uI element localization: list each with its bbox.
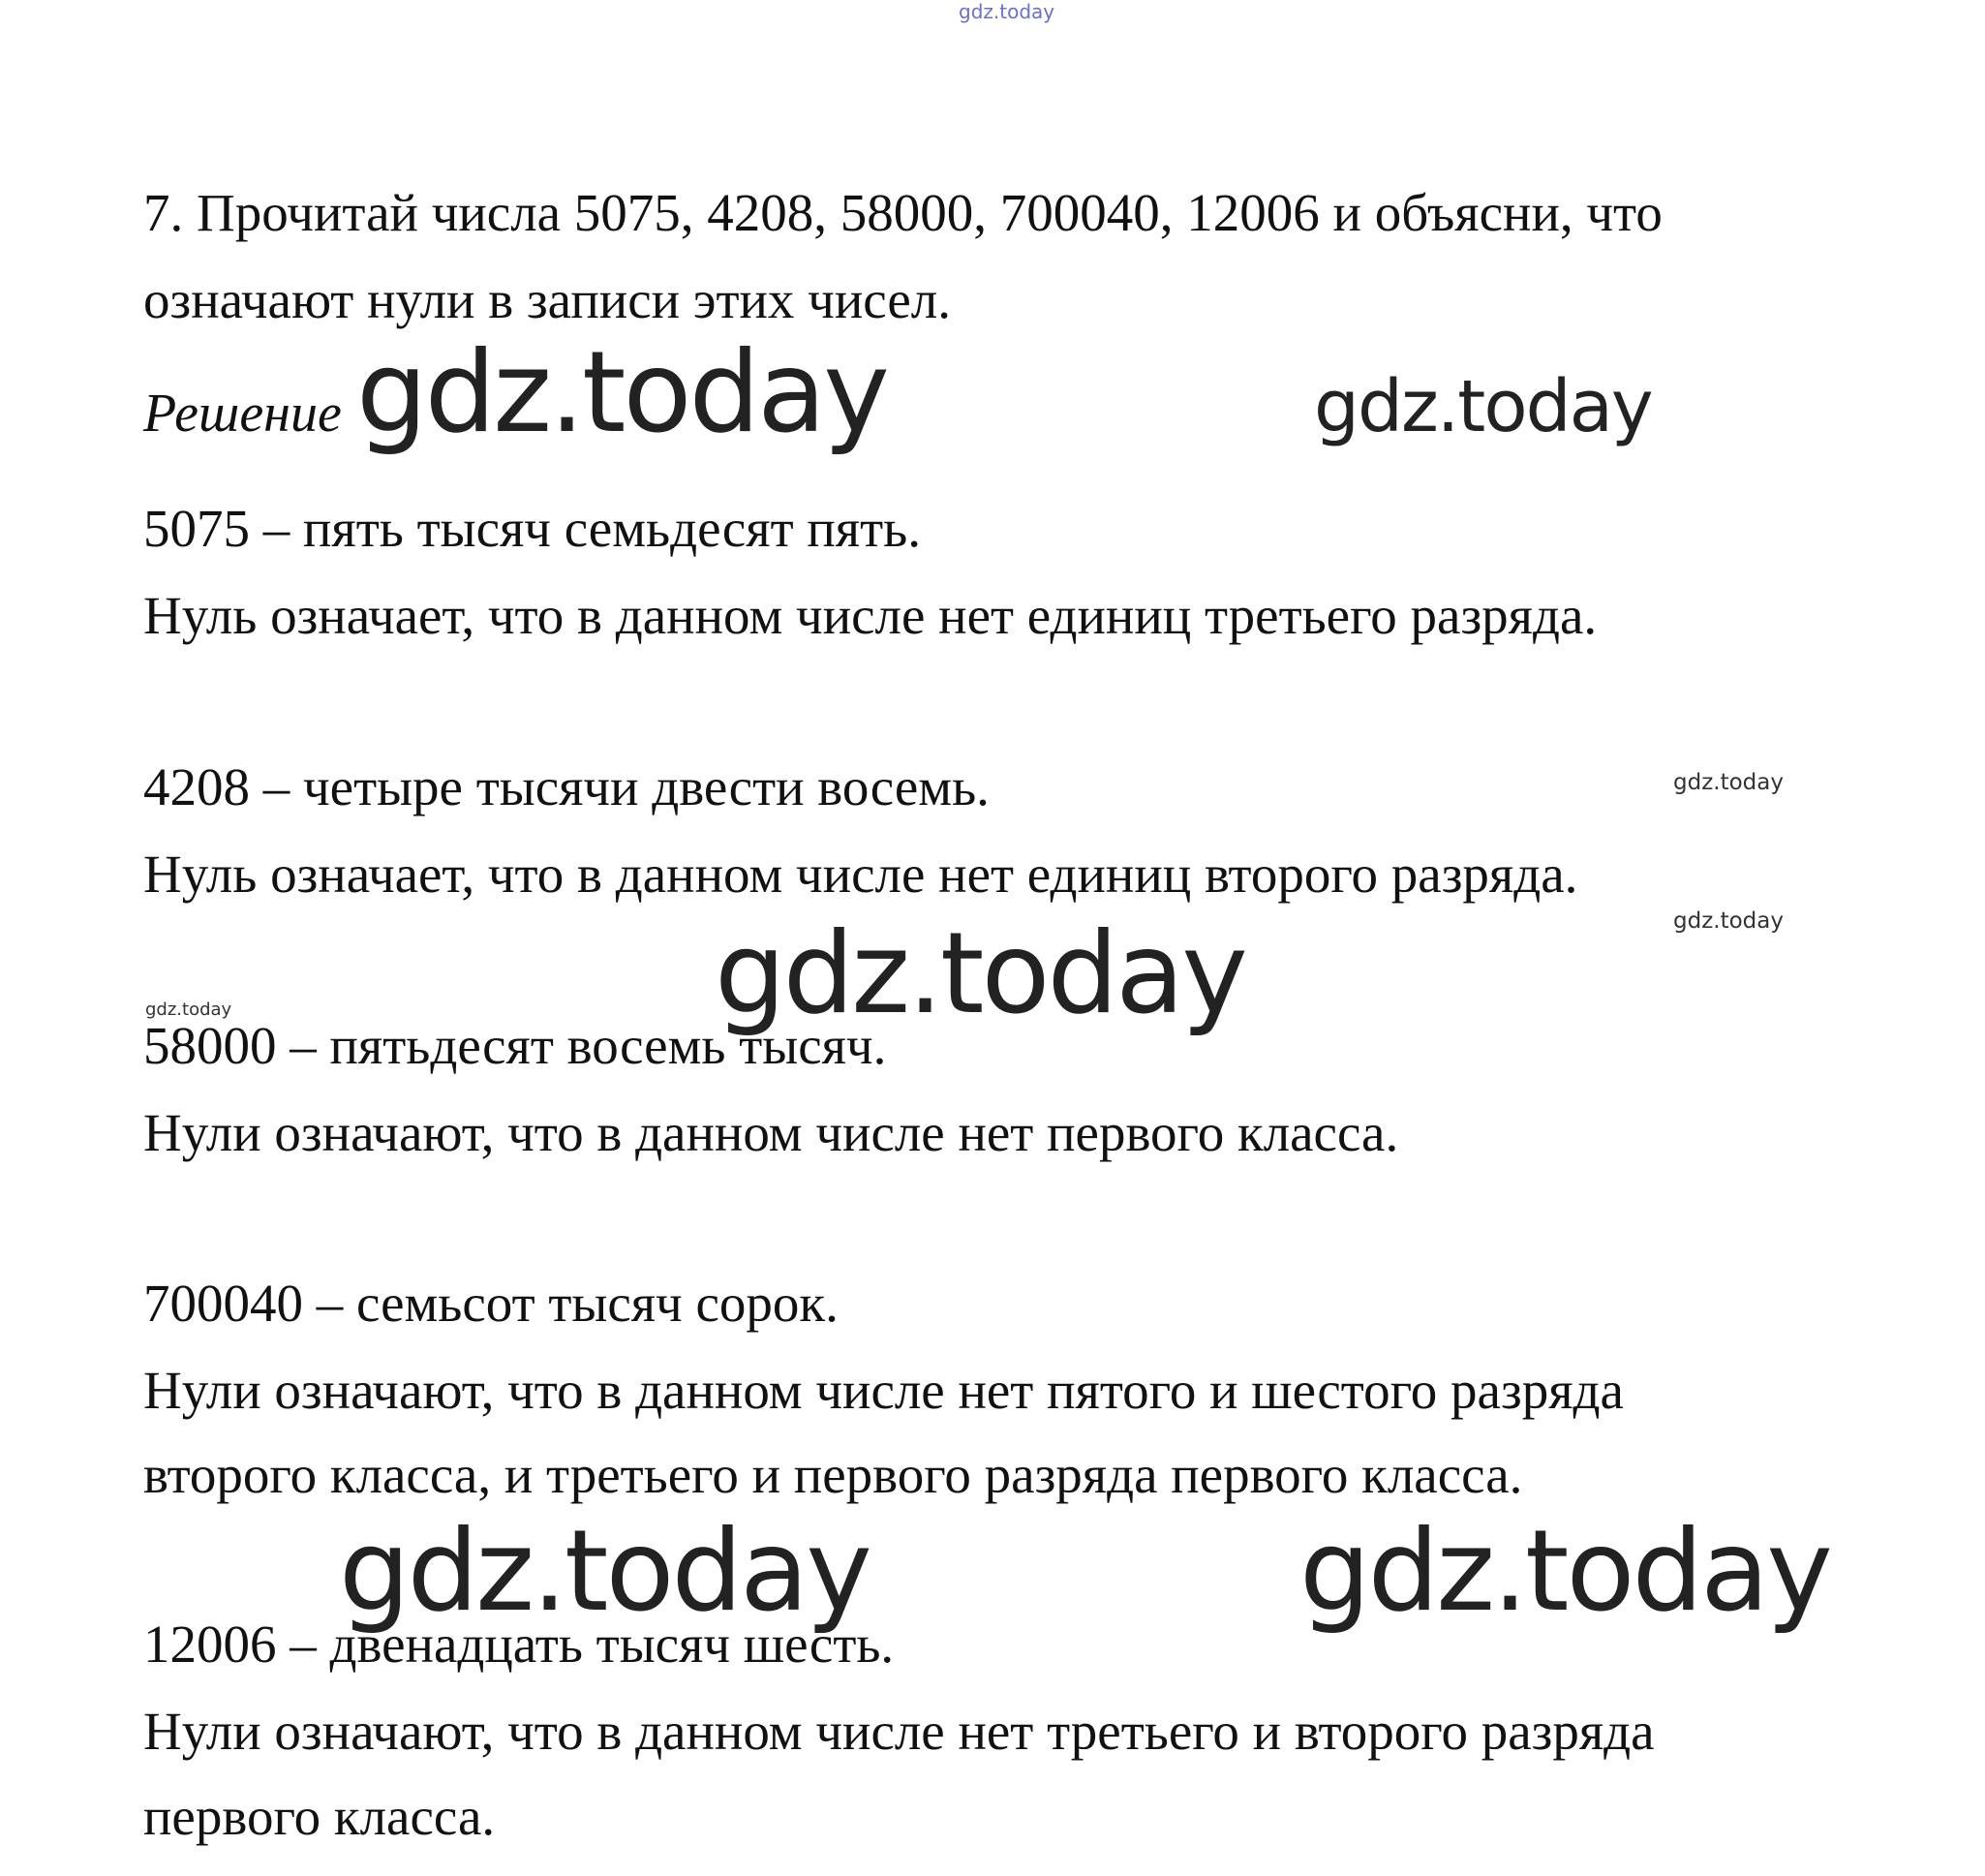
watermark-side-1: gdz.today <box>1673 770 1784 795</box>
solution-item-4-explanation-2: второго класса, и третьего и первого разряда первого класса. <box>143 1445 1523 1504</box>
solution-item-2-explanation: Нуль означает, что в данном числе нет единиц второго разряда. <box>143 845 1578 904</box>
task-line-2: означают нули в записи этих чисел. <box>143 270 951 329</box>
task-line-1: 7. Прочитай числа 5075, 4208, 58000, 700040, 12006 и объясни, что <box>143 183 1663 242</box>
watermark-top: gdz.today <box>959 0 1055 23</box>
watermark-center-big: gdz.today <box>715 908 1245 1039</box>
watermark-left-small: gdz.today <box>145 1000 232 1020</box>
solution-item-1-number: 5075 – пять тысяч семьдесят пять. <box>143 499 921 558</box>
watermark-bottom-right-big: gdz.today <box>1299 1506 1830 1637</box>
watermark-bottom-left-big: gdz.today <box>339 1506 870 1637</box>
solution-item-1-explanation: Нуль означает, что в данном числе нет единиц третьего разряда. <box>143 586 1598 645</box>
solution-item-4-explanation-1: Нули означают, что в данном числе нет пятого и шестого разряда <box>143 1361 1624 1420</box>
solution-item-3-number: 58000 – пятьдесят восемь тысяч. <box>143 1016 887 1075</box>
watermark-solution-big: gdz.today <box>356 327 887 458</box>
solution-item-5-number: 12006 – двенадцать тысяч шесть. <box>143 1615 895 1674</box>
solution-item-2-number: 4208 – четыре тысячи двести восемь. <box>143 757 990 816</box>
watermark-side-2: gdz.today <box>1673 908 1784 934</box>
solution-item-3-explanation: Нули означают, что в данном числе нет первого класса. <box>143 1103 1399 1162</box>
solution-label: Решение <box>143 384 342 444</box>
watermark-solution-right: gdz.today <box>1314 365 1652 448</box>
solution-item-5-explanation-1: Нули означают, что в данном числе нет третьего и второго разряда <box>143 1702 1655 1761</box>
solution-item-4-number: 700040 – семьсот тысяч сорок. <box>143 1274 839 1333</box>
solution-item-5-explanation-2: первого класса. <box>143 1787 496 1846</box>
